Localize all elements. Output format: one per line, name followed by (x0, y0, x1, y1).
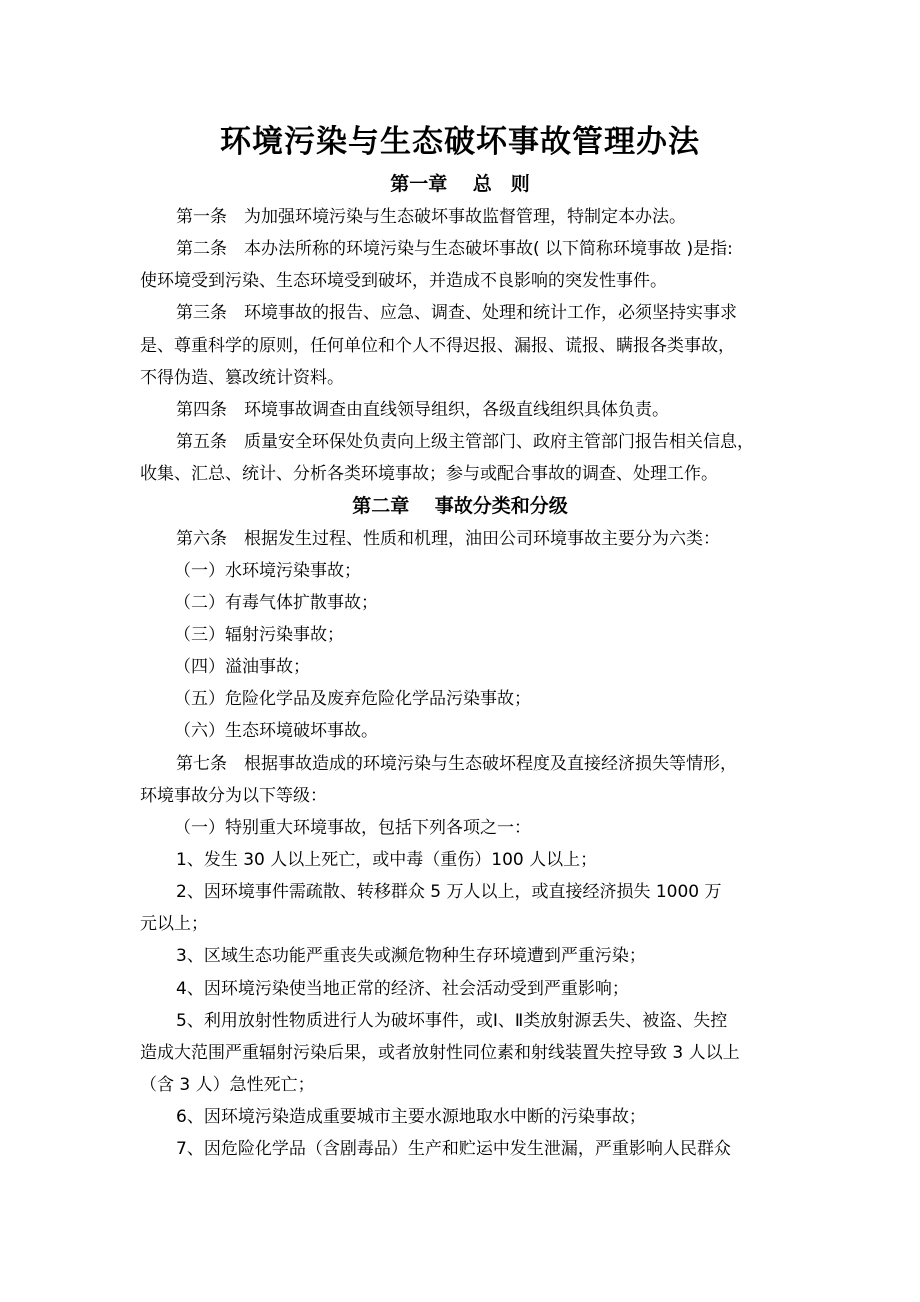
category-item-3: （三）辐射污染事故； (174, 625, 344, 645)
article-7-line-1: 第七条 根据事故造成的环境污染与生态破坏程度及直接经济损失等情形， (176, 754, 737, 774)
criterion-2-line-2: 元以上； (140, 914, 208, 934)
document-title: 环境污染与生态破坏事故管理办法 (220, 124, 700, 160)
article-4-line: 第四条 环境事故调查由直线领导组织，各级直线组织具体负责。 (176, 400, 669, 420)
criterion-5-line-3: （含 3 人）急性死亡； (140, 1075, 315, 1095)
criterion-1: 1、发生 30 人以上死亡，或中毒（重伤）100 人以上； (176, 850, 598, 870)
category-item-1: （一）水环境污染事故； (174, 561, 361, 581)
criterion-4: 4、因环境污染使当地正常的经济、社会活动受到严重影响； (176, 979, 629, 999)
article-2-line-2: 使环境受到污染、生态环境受到破坏，并造成不良影响的突发性事件。 (140, 271, 667, 291)
article-3-line-3: 不得伪造、篡改统计资料。 (140, 368, 344, 388)
criterion-3: 3、区域生态功能严重丧失或濒危物种生存环境遭到严重污染； (176, 946, 646, 966)
category-item-5: （五）危险化学品及废弃危险化学品污染事故； (174, 689, 531, 709)
category-item-6: （六）生态环境破坏事故。 (174, 721, 378, 741)
article-3-line-1: 第三条 环境事故的报告、应急、调查、处理和统计工作，必须坚持实事求 (176, 303, 737, 323)
criterion-7-line-1: 7、因危险化学品（含剧毒品）生产和贮运中发生泄漏，严重影响人民群众 (176, 1139, 731, 1159)
chapter-heading-1: 第一章 总 则 (390, 173, 530, 195)
category-item-2: （二）有毒气体扩散事故； (174, 593, 378, 613)
criterion-5-line-2: 造成大范围严重辐射污染后果，或者放射性同位素和射线装置失控导致 3 人以上 (140, 1043, 740, 1063)
level-item-1: （一）特别重大环境事故，包括下列各项之一： (174, 818, 531, 838)
article-2-line-1: 第二条 本办法所称的环境污染与生态破坏事故( 以下简称环境事故 )是指: (176, 239, 733, 259)
article-6-line: 第六条 根据发生过程、性质和机理，油田公司环境事故主要分为六类： (176, 529, 720, 549)
article-1-line: 第一条 为加强环境污染与生态破坏事故监督管理，特制定本办法。 (176, 207, 686, 227)
article-7-line-2: 环境事故分为以下等级： (140, 786, 327, 806)
category-item-4: （四）溢油事故； (174, 657, 310, 677)
chapter-heading-2: 第二章 事故分类和分级 (352, 495, 568, 517)
criterion-2-line-1: 2、因环境事件需疏散、转移群众 5 万人以上，或直接经济损失 1000 万 (176, 882, 722, 902)
article-3-line-2: 是、尊重科学的原则，任何单位和个人不得迟报、漏报、谎报、瞒报各类事故， (140, 336, 735, 356)
criterion-6: 6、因环境污染造成重要城市主要水源地取水中断的污染事故； (176, 1107, 646, 1127)
article-5-line-1: 第五条 质量安全环保处负责向上级主管部门、政府主管部门报告相关信息， (176, 432, 754, 452)
criterion-5-line-1: 5、利用放射性物质进行人为破坏事件，或Ⅰ、Ⅱ类放射源丢失、被盗、失控 (176, 1011, 728, 1031)
article-5-line-2: 收集、汇总、统计、分析各类环境事故；参与或配合事故的调查、处理工作。 (140, 464, 718, 484)
